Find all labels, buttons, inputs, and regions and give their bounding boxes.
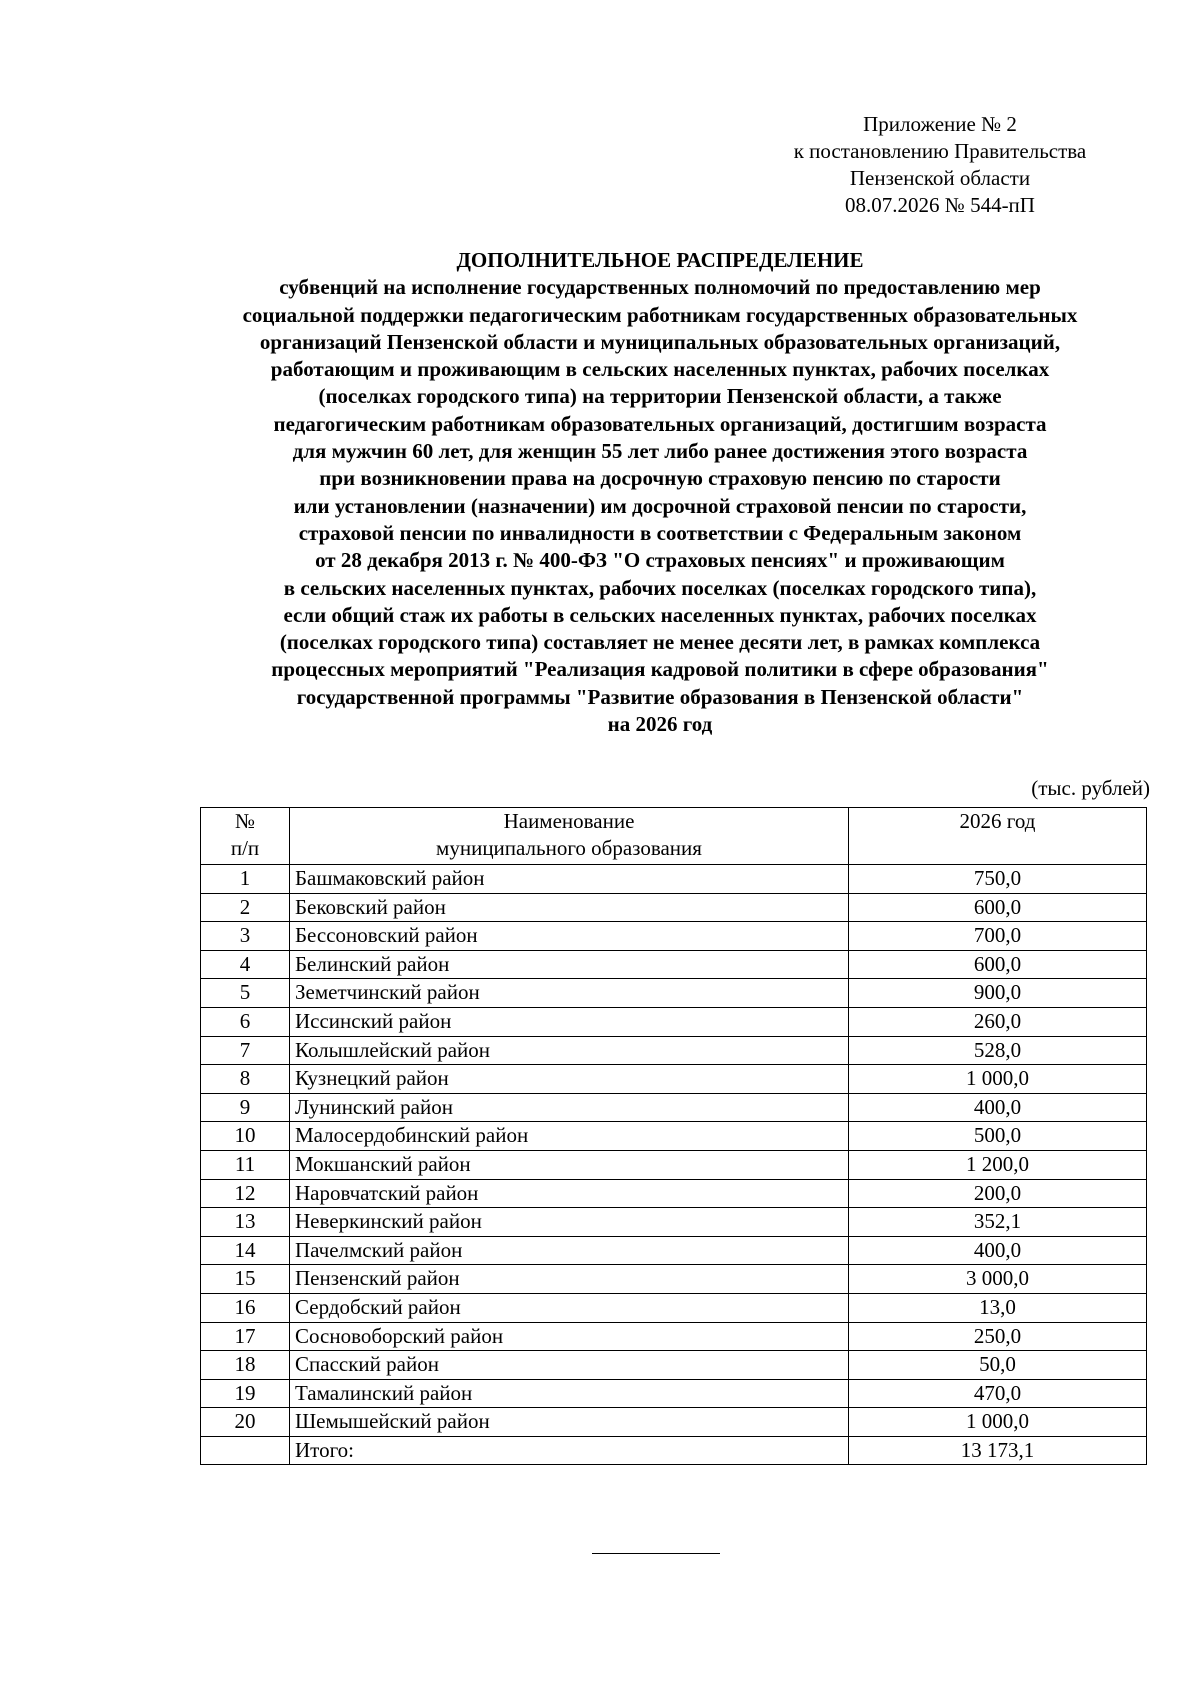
table-row bbox=[201, 1122, 1147, 1151]
title-heading: ДОПОЛНИТЕЛЬНОЕ РАСПРЕДЕЛЕНИЕ bbox=[456, 248, 864, 272]
table-row bbox=[201, 1093, 1147, 1122]
row-amount: 700,0 bbox=[849, 922, 1147, 951]
table-row bbox=[201, 893, 1147, 922]
row-amount: 3 000,0 bbox=[849, 1265, 1147, 1294]
row-amount: 900,0 bbox=[849, 979, 1147, 1008]
row-amount: 1 000,0 bbox=[849, 1065, 1147, 1094]
title-lines bbox=[120, 274, 1200, 738]
row-municipality: Пачелмский район bbox=[290, 1236, 849, 1265]
title-line: на 2026 год bbox=[607, 712, 713, 737]
row-amount: 1 000,0 bbox=[849, 1408, 1147, 1437]
row-amount: 13,0 bbox=[849, 1293, 1147, 1322]
row-number: 7 bbox=[201, 1036, 290, 1065]
table-row bbox=[201, 865, 1147, 894]
table-row bbox=[201, 1293, 1147, 1322]
header-name bbox=[290, 808, 849, 865]
row-municipality: Наровчатский район bbox=[290, 1179, 849, 1208]
row-amount: 250,0 bbox=[849, 1322, 1147, 1351]
row-municipality: Тамалинский район bbox=[290, 1379, 849, 1408]
row-number: 11 bbox=[201, 1150, 290, 1179]
title-line: если общий стаж их работы в сельских населенных пунктах, рабочих поселках bbox=[283, 602, 1037, 627]
table-row bbox=[201, 1379, 1147, 1408]
row-number: 5 bbox=[201, 979, 290, 1008]
row-number: 16 bbox=[201, 1293, 290, 1322]
header-num-line1: № bbox=[234, 809, 256, 833]
header-name-line1: Наименование bbox=[503, 809, 635, 833]
table-header-row bbox=[201, 808, 1147, 865]
row-amount: 528,0 bbox=[849, 1036, 1147, 1065]
row-municipality: Спасский район bbox=[290, 1351, 849, 1380]
row-number: 2 bbox=[201, 893, 290, 922]
table-row bbox=[201, 1408, 1147, 1437]
appendix-line: Приложение № 2 bbox=[863, 112, 1017, 136]
row-amount: 750,0 bbox=[849, 865, 1147, 894]
row-amount: 260,0 bbox=[849, 1007, 1147, 1036]
table-row bbox=[201, 1236, 1147, 1265]
table-row bbox=[201, 950, 1147, 979]
row-municipality: Малосердобинский район bbox=[290, 1122, 849, 1151]
row-municipality: Иссинский район bbox=[290, 1007, 849, 1036]
title-line: процессных мероприятий "Реализация кадровой политики в сфере образования" bbox=[271, 657, 1049, 682]
title-line: страховой пенсии по инвалидности в соответствии с Федеральным законом bbox=[298, 520, 1022, 545]
footer-divider bbox=[592, 1553, 720, 1554]
row-number: 18 bbox=[201, 1351, 290, 1380]
row-municipality: Бековский район bbox=[290, 893, 849, 922]
table-row bbox=[201, 979, 1147, 1008]
title-line: государственной программы "Развитие образования в Пензенской области" bbox=[296, 684, 1024, 709]
appendix-line: 08.07.2026 № 544-пП bbox=[845, 193, 1035, 217]
row-amount: 1 200,0 bbox=[849, 1150, 1147, 1179]
table-row bbox=[201, 1208, 1147, 1237]
table-row bbox=[201, 1179, 1147, 1208]
row-amount: 50,0 bbox=[849, 1351, 1147, 1380]
row-municipality: Шемышейский район bbox=[290, 1408, 849, 1437]
appendix-line: Пензенской области bbox=[849, 166, 1031, 190]
row-municipality: Пензенский район bbox=[290, 1265, 849, 1294]
row-number: 20 bbox=[201, 1408, 290, 1437]
row-municipality: Лунинский район bbox=[290, 1093, 849, 1122]
header-name-line2: муниципального образования bbox=[436, 836, 702, 860]
total-row bbox=[201, 1436, 1147, 1465]
row-amount: 200,0 bbox=[849, 1179, 1147, 1208]
title-line: работающим и проживающим в сельских населенных пунктах, рабочих поселках bbox=[270, 357, 1050, 382]
appendix-header bbox=[760, 111, 1120, 219]
title-line: (поселках городского типа) составляет не менее десяти лет, в рамках комплекса bbox=[279, 630, 1041, 655]
units-note: (тыс. рублей) bbox=[1031, 776, 1150, 800]
header-num-line2: п/п bbox=[230, 836, 260, 860]
row-number: 3 bbox=[201, 922, 290, 951]
title-line: или установлении (назначении) им досрочной страховой пенсии по старости, bbox=[293, 493, 1027, 518]
title-line: социальной поддержки педагогическим работникам государственных образовательных bbox=[242, 302, 1078, 327]
row-municipality: Земетчинский район bbox=[290, 979, 849, 1008]
title-line: от 28 декабря 2013 г. № 400-ФЗ "О страховых пенсиях" и проживающим bbox=[315, 548, 1005, 573]
row-amount: 500,0 bbox=[849, 1122, 1147, 1151]
row-number: 8 bbox=[201, 1065, 290, 1094]
distribution-table bbox=[200, 807, 1147, 1465]
row-municipality: Бессоновский район bbox=[290, 922, 849, 951]
title-line: в сельских населенных пунктах, рабочих поселках (поселках городского типа), bbox=[283, 575, 1037, 600]
table-row bbox=[201, 1150, 1147, 1179]
header-num bbox=[201, 808, 290, 865]
row-amount: 600,0 bbox=[849, 950, 1147, 979]
table-row bbox=[201, 1036, 1147, 1065]
row-amount: 600,0 bbox=[849, 893, 1147, 922]
row-municipality: Белинский район bbox=[290, 950, 849, 979]
table-row bbox=[201, 1265, 1147, 1294]
row-number: 1 bbox=[201, 865, 290, 894]
table-row bbox=[201, 922, 1147, 951]
row-number: 6 bbox=[201, 1007, 290, 1036]
row-number: 17 bbox=[201, 1322, 290, 1351]
row-municipality: Башмаковский район bbox=[290, 865, 849, 894]
row-amount: 400,0 bbox=[849, 1093, 1147, 1122]
row-amount: 470,0 bbox=[849, 1379, 1147, 1408]
row-number: 19 bbox=[201, 1379, 290, 1408]
row-municipality: Неверкинский район bbox=[290, 1208, 849, 1237]
table-row bbox=[201, 1065, 1147, 1094]
row-number: 10 bbox=[201, 1122, 290, 1151]
table-row bbox=[201, 1007, 1147, 1036]
row-municipality: Мокшанский район bbox=[290, 1150, 849, 1179]
row-number: 9 bbox=[201, 1093, 290, 1122]
title-line: организаций Пензенской области и муниципальных образовательных организаций, bbox=[259, 329, 1061, 354]
document-title bbox=[120, 247, 1200, 738]
row-municipality: Кузнецкий район bbox=[290, 1065, 849, 1094]
title-line: при возникновении права на досрочную страховую пенсию по старости bbox=[319, 466, 1001, 491]
row-municipality: Сердобский район bbox=[290, 1293, 849, 1322]
row-amount: 352,1 bbox=[849, 1208, 1147, 1237]
row-number bbox=[201, 1436, 290, 1465]
title-line: субвенций на исполнение государственных полномочий по предоставлению мер bbox=[279, 275, 1041, 300]
row-amount: 13 173,1 bbox=[849, 1436, 1147, 1465]
table-row bbox=[201, 1351, 1147, 1380]
row-amount: 400,0 bbox=[849, 1236, 1147, 1265]
title-line: педагогическим работникам образовательных организаций, достигшим возраста bbox=[273, 411, 1047, 436]
row-municipality: Итого: bbox=[290, 1436, 849, 1465]
title-line: для мужчин 60 лет, для женщин 55 лет либо ранее достижения этого возраста bbox=[292, 439, 1028, 464]
row-number: 13 bbox=[201, 1208, 290, 1237]
row-number: 12 bbox=[201, 1179, 290, 1208]
row-number: 15 bbox=[201, 1265, 290, 1294]
header-value: 2026 год bbox=[849, 808, 1147, 865]
appendix-line: к постановлению Правительства bbox=[793, 139, 1087, 163]
row-number: 14 bbox=[201, 1236, 290, 1265]
row-number: 4 bbox=[201, 950, 290, 979]
row-municipality: Колышлейский район bbox=[290, 1036, 849, 1065]
title-line: (поселках городского типа) на территории Пензенской области, а также bbox=[318, 384, 1002, 409]
table-body bbox=[201, 865, 1147, 1465]
table-row bbox=[201, 1322, 1147, 1351]
row-municipality: Сосновоборский район bbox=[290, 1322, 849, 1351]
